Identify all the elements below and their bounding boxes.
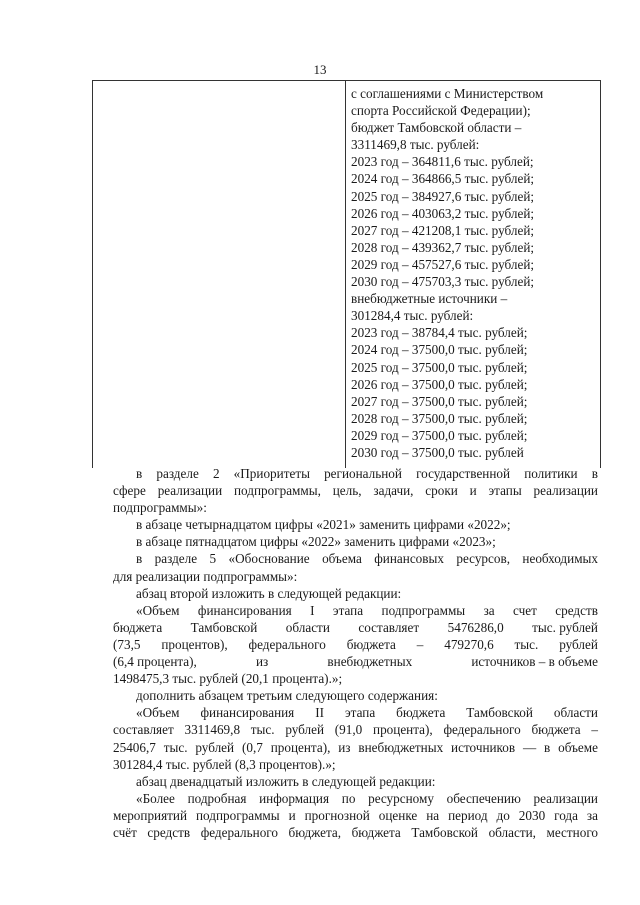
table-cell-line: бюджет Тамбовской области –: [351, 120, 522, 136]
paragraph-line: абзац двенадцатый изложить в следующей редакции:: [136, 773, 436, 789]
amendment-text: [113, 465, 598, 841]
paragraph-line: «Объем финансирования II этапа бюджета Тамбовской области: [136, 705, 598, 721]
word: тыс.: [514, 636, 539, 652]
word: рублей: [559, 636, 598, 652]
paragraph-line: в абзаце четырнадцатом цифры «2021» заменить цифрами «2022»;: [136, 517, 511, 533]
table-cell-line: 2024 год – 364866,5 тыс. рублей;: [351, 171, 535, 187]
word: федерального: [248, 636, 326, 652]
word: источников – в объеме: [471, 654, 598, 670]
paragraph-line: 301284,4 тыс. рублей (8,3 процентов).»;: [113, 756, 336, 772]
table-cell-line: 2027 год – 421208,1 тыс. рублей;: [351, 222, 535, 238]
paragraph-line: в разделе 2 «Приоритеты региональной государственной политики в: [136, 466, 598, 481]
paragraph-line: мероприятий подпрограммы и прогнозной оценке на период до 2030 года за: [113, 807, 598, 823]
table-cell-line: 2028 год – 439362,7 тыс. рублей;: [351, 239, 535, 255]
word: –: [416, 636, 424, 652]
page-number: 13: [313, 62, 327, 77]
word: (73,5: [113, 636, 141, 652]
funding-table: [92, 80, 601, 468]
paragraph-line: сфере реализации подпрограммы, цель, задачи, сроки и этапы реализации: [113, 483, 598, 499]
table-cell-line: 2030 год – 37500,0 тыс. рублей: [351, 444, 524, 460]
table-cell-line: 2029 год – 457527,6 тыс. рублей;: [351, 256, 535, 272]
table-cell-line: 2025 год – 37500,0 тыс. рублей;: [351, 359, 528, 375]
word: из: [256, 654, 269, 670]
table-cell-line: спорта Российской Федерации);: [351, 103, 531, 119]
word: процентов),: [161, 636, 228, 652]
word: Тамбовской: [190, 619, 258, 635]
paragraph-line: 25406,7 тыс. рублей (0,7 процента), из внебюджетных источников — в объеме: [113, 739, 598, 755]
word: 5476286,0: [447, 619, 504, 635]
paragraph-line: в абзаце пятнадцатом цифры «2022» заменить цифрами «2023»;: [136, 534, 496, 550]
paragraph-line: абзац второй изложить в следующей редакции:: [136, 585, 402, 601]
table-cell-line: 301284,4 тыс. рублей:: [351, 308, 474, 324]
word: (6,4 процента),: [113, 654, 197, 670]
table-column-divider: [345, 81, 346, 468]
word: бюджета: [113, 619, 163, 635]
paragraph-line: [113, 636, 598, 653]
table-cell-line: 2030 год – 475703,3 тыс. рублей;: [351, 274, 535, 290]
table-cell-line: 3311469,8 тыс. рублей:: [351, 137, 480, 153]
table-cell-line: с соглашениями с Министерством: [351, 86, 544, 101]
paragraph-line: [113, 619, 598, 636]
table-cell-line: 2023 год – 364811,6 тыс. рублей;: [351, 154, 534, 170]
word: бюджета: [346, 636, 396, 652]
word: составляет: [358, 619, 420, 635]
word: области: [285, 619, 330, 635]
table-cell-line: внебюджетные источники –: [351, 291, 508, 307]
table-cell-line: 2028 год – 37500,0 тыс. рублей;: [351, 410, 528, 426]
paragraph-line: [113, 653, 598, 670]
table-cell-line: 2026 год – 403063,2 тыс. рублей;: [351, 205, 535, 221]
paragraph-line: составляет 3311469,8 тыс. рублей (91,0 процента), федерального бюджета –: [113, 722, 598, 738]
paragraph-line: 1498475,3 тыс. рублей (20,1 процента).»;: [113, 671, 343, 687]
word: тыс. рублей: [532, 619, 598, 635]
table-cell-line: 2023 год – 38784,4 тыс. рублей;: [351, 325, 528, 341]
table-cell-line: 2027 год – 37500,0 тыс. рублей;: [351, 393, 528, 409]
table-cell-line: 2029 год – 37500,0 тыс. рублей;: [351, 427, 528, 443]
paragraph-line: в разделе 5 «Обоснование объема финансовых ресурсов, необходимых: [136, 551, 598, 567]
paragraph-line: подпрограммы»:: [113, 500, 207, 516]
paragraph-line: для реализации подпрограммы»:: [113, 568, 298, 584]
paragraph-line: счёт средств федерального бюджета, бюджета Тамбовской области, местного: [113, 824, 598, 840]
paragraph-line: дополнить абзацем третьим следующего содержания:: [136, 688, 438, 704]
paragraph-line: «Объем финансирования I этапа подпрограммы за счет средств: [136, 602, 598, 618]
word: 479270,6: [444, 636, 494, 652]
table-cell-line: 2026 год – 37500,0 тыс. рублей;: [351, 376, 528, 392]
word: внебюджетных: [327, 654, 413, 670]
table-cell-line: 2024 год – 37500,0 тыс. рублей;: [351, 342, 528, 358]
table-right-cell: [351, 85, 598, 461]
table-cell-line: 2025 год – 384927,6 тыс. рублей;: [351, 188, 535, 204]
paragraph-line: «Более подробная информация по ресурсному обеспечению реализации: [136, 790, 598, 806]
